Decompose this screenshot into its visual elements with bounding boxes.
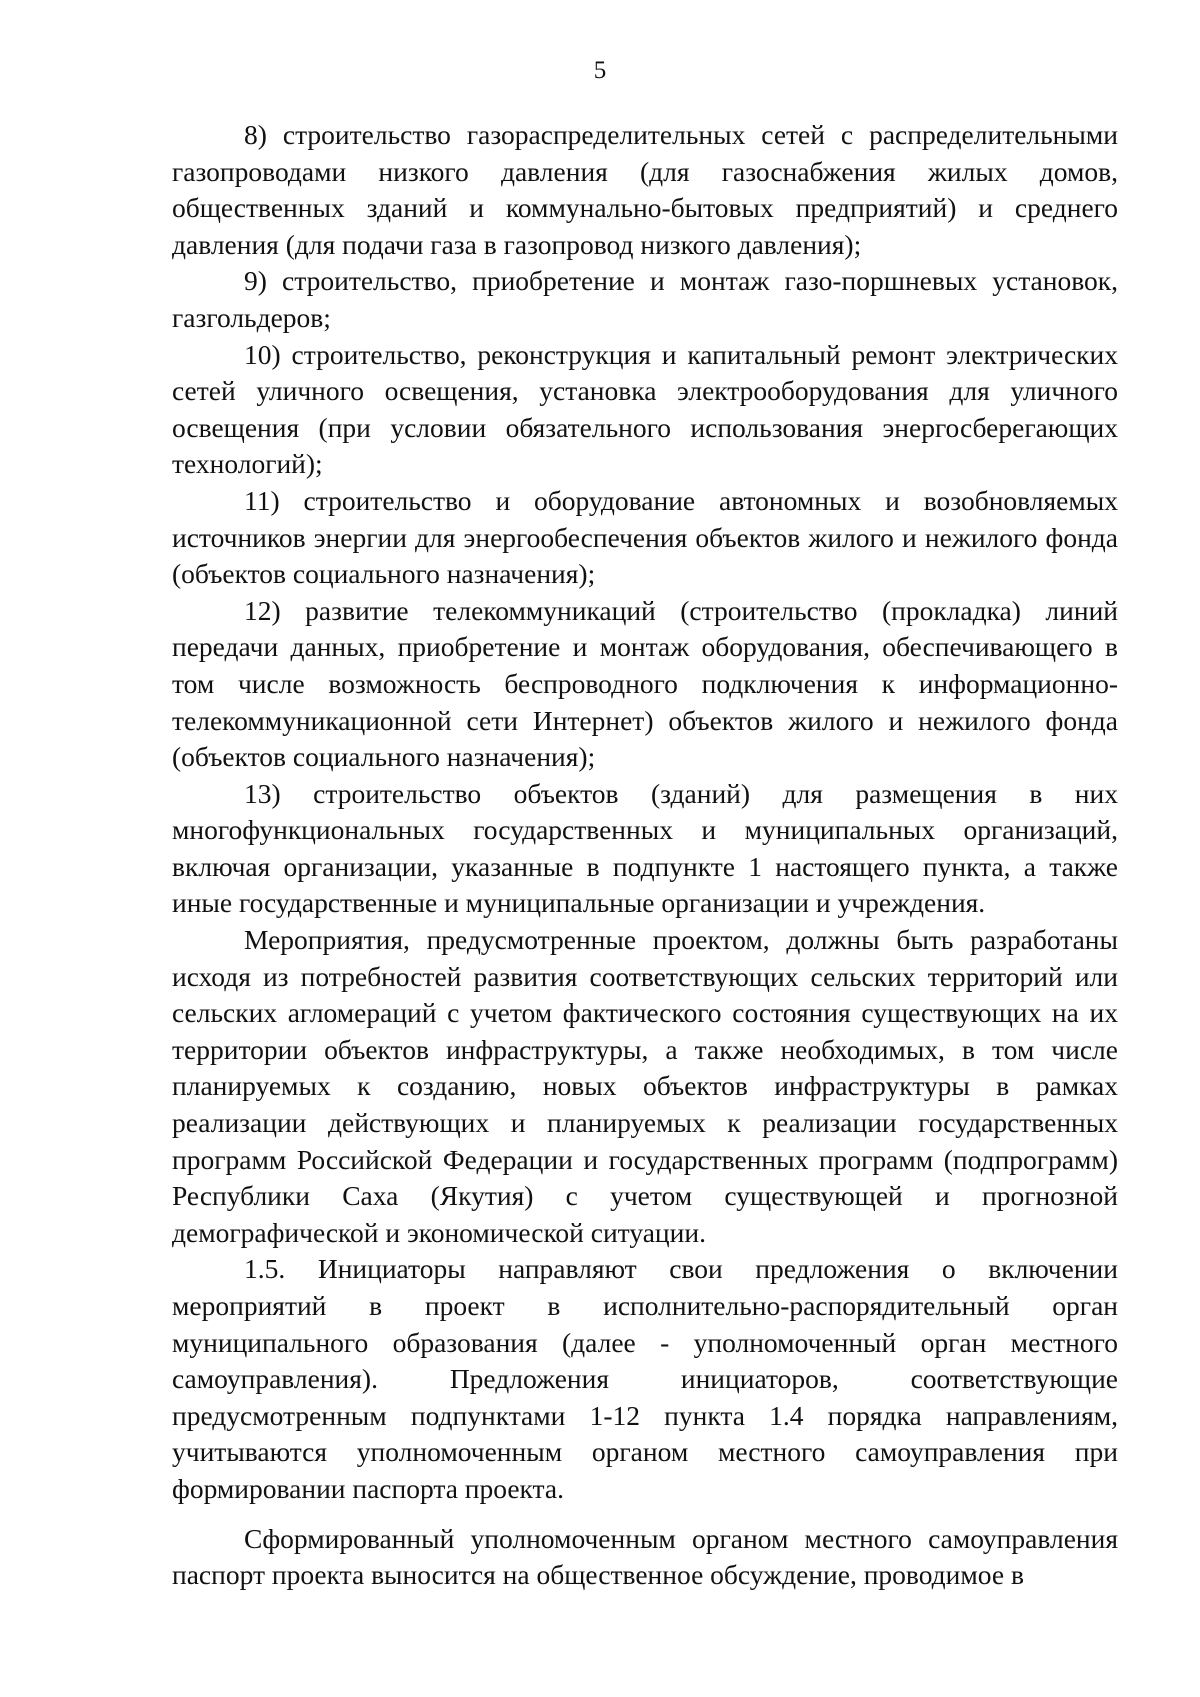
paragraph-item-8: 8) строительство газораспределительных сетей с распределительными газопроводами низкого давления (для газоснабжения жилых домов, общественных зданий и коммунально-бытовых предприятий) и среднего давления (для подачи газа в газопровод низкого давления); (172, 119, 1118, 260)
document-body (172, 117, 1118, 1594)
paragraph-item-10: 10) строительство, реконструкция и капитальный ремонт электрических сетей уличного освещения, установка электрооборудования для уличного освещения (при условии обязательного использования энергосберегающих технологий); (172, 338, 1118, 480)
paragraph-section-1-5: 1.5. Инициаторы направляют свои предложения о включении мероприятий в проект в исполнительно-распорядительный орган муниципального образования (далее - уполномоченный орган местного самоуправления). Предложения инициаторов, соответствующие предусмотренным подпунктами 1-12 пункта 1.4 порядка направлениям, учитываются уполномоченным органом местного самоуправления при формировании паспорта проекта. (172, 1253, 1118, 1504)
paragraph-measures: Мероприятия, предусмотренные проектом, должны быть разработаны исходя из потребностей развития соответствующих сельских территорий или сельских агломераций с учетом фактического состояния существующих на их территории объектов инфраструктуры, а также необходимых, в том числе планируемых к созданию, новых объектов инфраструктуры в рамках реализации действующих и планируемых к реализации государственных программ Российской Федерации и государственных программ (подпрограмм) Республики Саха (Якутия) с учетом существующей и прогнозной демографической и экономической ситуации. (172, 924, 1118, 1248)
paragraph-item-9: 9) строительство, приобретение и монтаж газо-поршневых установок, газгольдеров; (172, 265, 1118, 333)
paragraph-project-passport: Сформированный уполномоченным органом местного самоуправления паспорт проекта выносится на общественное обсуждение, проводимое в (172, 1522, 1118, 1591)
paragraph-item-11: 11) строительство и оборудование автономных и возобновляемых источников энергии для энергообеспечения объектов жилого и нежилого фонда (объектов социального назначения); (172, 484, 1118, 590)
page-number: 5 (593, 57, 607, 84)
paragraph-item-12: 12) развитие телекоммуникаций (строительство (прокладка) линий передачи данных, приобретение и монтаж оборудования, обеспечивающего в том числе возможность беспроводного подключения к информационно-телекоммуникационной сети Интернет) объектов жилого и нежилого фонда (объектов социального назначения); (172, 594, 1118, 773)
paragraph-item-13: 13) строительство объектов (зданий) для размещения в них многофункциональных государственных и муниципальных организаций, включая организации, указанные в подпункте 1 настоящего пункта, а также иные государственные и муниципальные организации и учреждения. (172, 777, 1118, 919)
